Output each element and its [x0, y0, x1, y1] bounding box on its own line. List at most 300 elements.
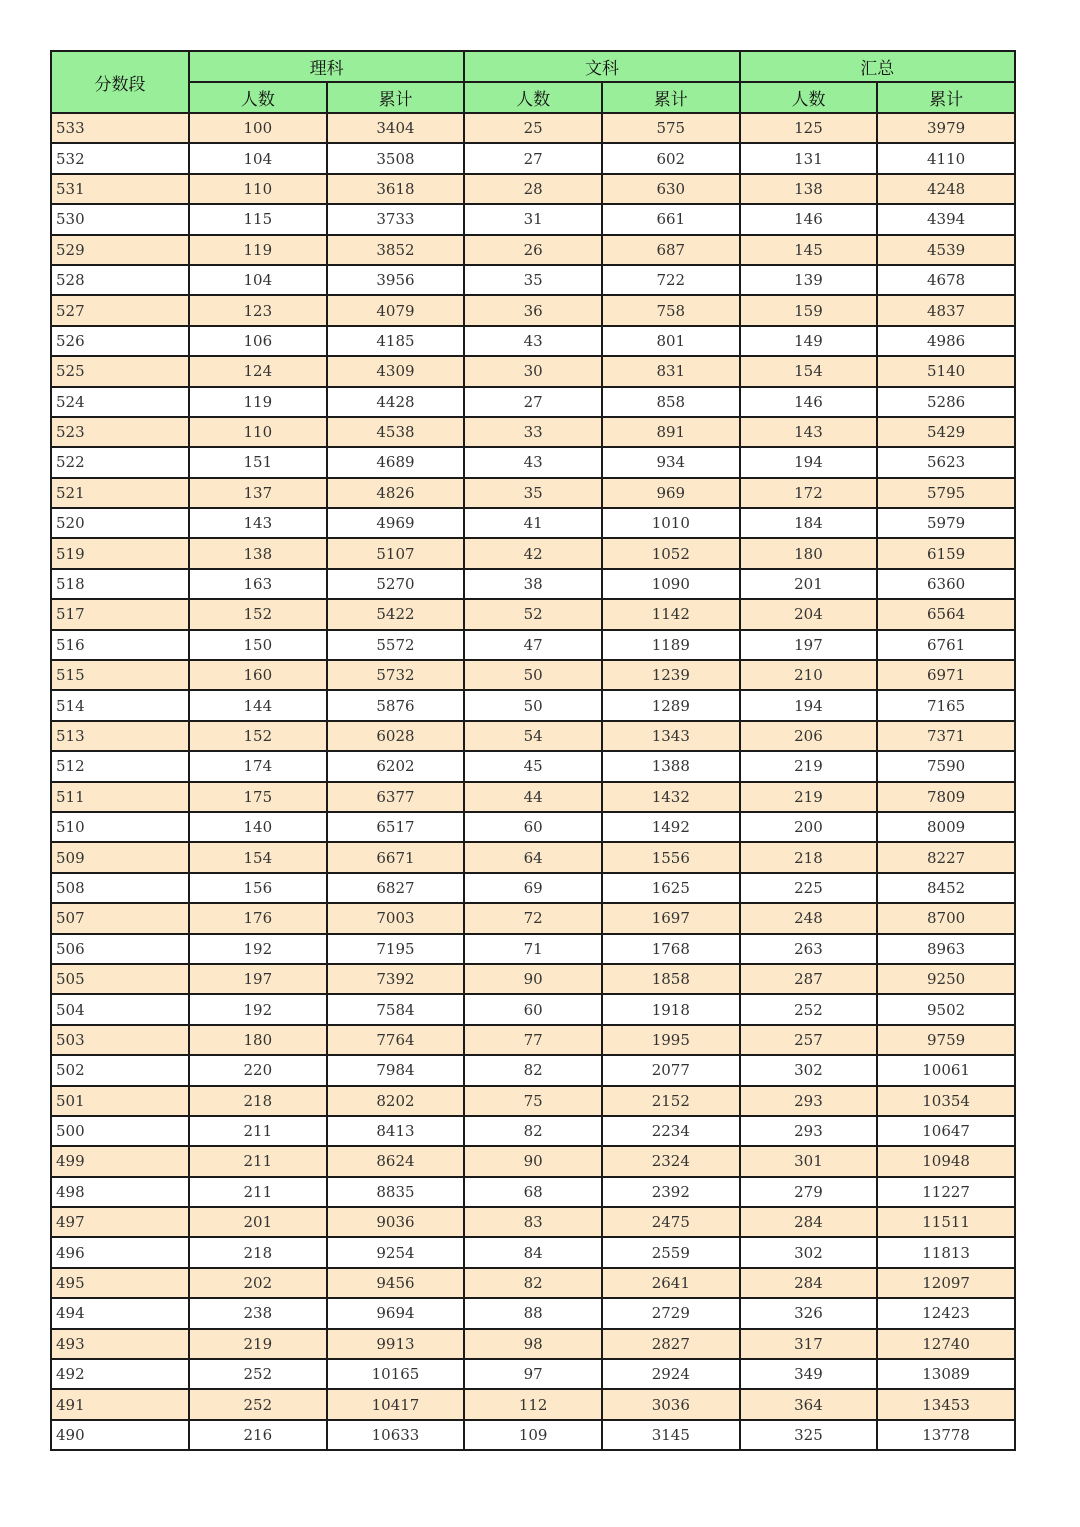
science-cumulative-cell: 5732 — [327, 660, 465, 690]
header-group-arts: 文科 — [464, 51, 739, 82]
science-count-cell: 110 — [189, 174, 327, 204]
score-band-cell: 493 — [51, 1329, 189, 1359]
table-row — [51, 842, 1015, 872]
science-count-cell: 137 — [189, 478, 327, 508]
science-count-cell: 156 — [189, 873, 327, 903]
table-row — [51, 569, 1015, 599]
arts-count-cell: 36 — [464, 295, 602, 325]
arts-cumulative-cell: 1768 — [602, 934, 740, 964]
arts-count-cell: 50 — [464, 660, 602, 690]
total-cumulative-cell: 7371 — [877, 721, 1015, 751]
table-row — [51, 873, 1015, 903]
total-count-cell: 200 — [740, 812, 878, 842]
table-row — [51, 812, 1015, 842]
science-cumulative-cell: 4185 — [327, 326, 465, 356]
science-cumulative-cell: 8835 — [327, 1177, 465, 1207]
total-count-cell: 325 — [740, 1420, 878, 1450]
total-count-cell: 180 — [740, 538, 878, 568]
total-count-cell: 257 — [740, 1025, 878, 1055]
science-cumulative-cell: 8413 — [327, 1116, 465, 1146]
science-count-cell: 152 — [189, 599, 327, 629]
science-cumulative-cell: 5270 — [327, 569, 465, 599]
arts-count-cell: 68 — [464, 1177, 602, 1207]
total-cumulative-cell: 8700 — [877, 903, 1015, 933]
total-cumulative-cell: 10948 — [877, 1146, 1015, 1176]
total-cumulative-cell: 4110 — [877, 143, 1015, 173]
arts-cumulative-cell: 2924 — [602, 1359, 740, 1389]
total-cumulative-cell: 9502 — [877, 994, 1015, 1024]
arts-cumulative-cell: 1995 — [602, 1025, 740, 1055]
total-count-cell: 301 — [740, 1146, 878, 1176]
table-row — [51, 1207, 1015, 1237]
arts-count-cell: 97 — [464, 1359, 602, 1389]
score-band-cell: 490 — [51, 1420, 189, 1450]
arts-count-cell: 41 — [464, 508, 602, 538]
total-cumulative-cell: 9250 — [877, 964, 1015, 994]
science-count-cell: 152 — [189, 721, 327, 751]
score-band-cell: 506 — [51, 934, 189, 964]
total-cumulative-cell: 11813 — [877, 1237, 1015, 1267]
total-count-cell: 279 — [740, 1177, 878, 1207]
science-count-cell: 252 — [189, 1359, 327, 1389]
table-body — [51, 113, 1015, 1450]
total-cumulative-cell: 12423 — [877, 1298, 1015, 1328]
arts-count-cell: 69 — [464, 873, 602, 903]
science-cumulative-cell: 3852 — [327, 235, 465, 265]
table-header — [51, 51, 1015, 113]
science-cumulative-cell: 5876 — [327, 690, 465, 720]
science-cumulative-cell: 9456 — [327, 1268, 465, 1298]
arts-count-cell: 50 — [464, 690, 602, 720]
arts-count-cell: 60 — [464, 812, 602, 842]
arts-cumulative-cell: 2077 — [602, 1055, 740, 1085]
score-band-cell: 530 — [51, 204, 189, 234]
arts-count-cell: 43 — [464, 447, 602, 477]
arts-cumulative-cell: 1010 — [602, 508, 740, 538]
table-row — [51, 508, 1015, 538]
arts-count-cell: 64 — [464, 842, 602, 872]
table-row — [51, 964, 1015, 994]
arts-cumulative-cell: 630 — [602, 174, 740, 204]
arts-cumulative-cell: 687 — [602, 235, 740, 265]
score-band-cell: 509 — [51, 842, 189, 872]
science-count-cell: 124 — [189, 356, 327, 386]
science-count-cell: 143 — [189, 508, 327, 538]
science-count-cell: 175 — [189, 782, 327, 812]
arts-cumulative-cell: 2392 — [602, 1177, 740, 1207]
total-count-cell: 184 — [740, 508, 878, 538]
score-band-cell: 494 — [51, 1298, 189, 1328]
score-band-cell: 502 — [51, 1055, 189, 1085]
arts-cumulative-cell: 722 — [602, 265, 740, 295]
total-count-cell: 197 — [740, 630, 878, 660]
total-count-cell: 219 — [740, 782, 878, 812]
total-cumulative-cell: 5429 — [877, 417, 1015, 447]
total-count-cell: 248 — [740, 903, 878, 933]
total-count-cell: 125 — [740, 113, 878, 143]
arts-cumulative-cell: 831 — [602, 356, 740, 386]
total-cumulative-cell: 8452 — [877, 873, 1015, 903]
arts-count-cell: 38 — [464, 569, 602, 599]
arts-count-cell: 35 — [464, 265, 602, 295]
arts-cumulative-cell: 1556 — [602, 842, 740, 872]
science-count-cell: 115 — [189, 204, 327, 234]
science-cumulative-cell: 9694 — [327, 1298, 465, 1328]
arts-cumulative-cell: 1388 — [602, 751, 740, 781]
science-cumulative-cell: 7392 — [327, 964, 465, 994]
score-band-cell: 511 — [51, 782, 189, 812]
total-count-cell: 218 — [740, 842, 878, 872]
arts-count-cell: 33 — [464, 417, 602, 447]
science-count-cell: 218 — [189, 1237, 327, 1267]
arts-cumulative-cell: 1189 — [602, 630, 740, 660]
header-group-science: 理科 — [189, 51, 464, 82]
score-band-cell: 508 — [51, 873, 189, 903]
table-row — [51, 1025, 1015, 1055]
total-count-cell: 145 — [740, 235, 878, 265]
science-count-cell: 140 — [189, 812, 327, 842]
arts-count-cell: 44 — [464, 782, 602, 812]
table-row — [51, 690, 1015, 720]
total-cumulative-cell: 8009 — [877, 812, 1015, 842]
arts-count-cell: 98 — [464, 1329, 602, 1359]
table-row — [51, 143, 1015, 173]
total-cumulative-cell: 13778 — [877, 1420, 1015, 1450]
total-cumulative-cell: 4678 — [877, 265, 1015, 295]
arts-cumulative-cell: 2234 — [602, 1116, 740, 1146]
science-cumulative-cell: 7195 — [327, 934, 465, 964]
science-cumulative-cell: 4538 — [327, 417, 465, 447]
arts-cumulative-cell: 2152 — [602, 1086, 740, 1116]
arts-cumulative-cell: 3145 — [602, 1420, 740, 1450]
score-band-cell: 515 — [51, 660, 189, 690]
score-band-cell: 527 — [51, 295, 189, 325]
arts-cumulative-cell: 1858 — [602, 964, 740, 994]
header-total-count: 人数 — [740, 82, 878, 113]
science-count-cell: 154 — [189, 842, 327, 872]
arts-count-cell: 112 — [464, 1389, 602, 1419]
score-band-cell: 507 — [51, 903, 189, 933]
science-count-cell: 150 — [189, 630, 327, 660]
score-band-cell: 495 — [51, 1268, 189, 1298]
total-count-cell: 172 — [740, 478, 878, 508]
score-band-cell: 519 — [51, 538, 189, 568]
total-cumulative-cell: 7809 — [877, 782, 1015, 812]
total-cumulative-cell: 10354 — [877, 1086, 1015, 1116]
header-row-groups — [51, 51, 1015, 82]
total-cumulative-cell: 6360 — [877, 569, 1015, 599]
science-cumulative-cell: 4428 — [327, 387, 465, 417]
arts-count-cell: 27 — [464, 143, 602, 173]
science-count-cell: 104 — [189, 143, 327, 173]
arts-cumulative-cell: 2559 — [602, 1237, 740, 1267]
header-row-sub — [51, 82, 1015, 113]
table-row — [51, 903, 1015, 933]
science-count-cell: 211 — [189, 1146, 327, 1176]
arts-cumulative-cell: 3036 — [602, 1389, 740, 1419]
table-row — [51, 660, 1015, 690]
arts-cumulative-cell: 969 — [602, 478, 740, 508]
science-cumulative-cell: 4826 — [327, 478, 465, 508]
arts-count-cell: 26 — [464, 235, 602, 265]
score-distribution-table — [50, 50, 1016, 1451]
science-cumulative-cell: 3404 — [327, 113, 465, 143]
table-row — [51, 994, 1015, 1024]
science-cumulative-cell: 8202 — [327, 1086, 465, 1116]
arts-cumulative-cell: 1239 — [602, 660, 740, 690]
score-band-cell: 520 — [51, 508, 189, 538]
science-count-cell: 201 — [189, 1207, 327, 1237]
science-count-cell: 106 — [189, 326, 327, 356]
science-cumulative-cell: 10417 — [327, 1389, 465, 1419]
science-cumulative-cell: 10165 — [327, 1359, 465, 1389]
score-band-cell: 523 — [51, 417, 189, 447]
science-cumulative-cell: 5422 — [327, 599, 465, 629]
header-science-cumulative: 累计 — [327, 82, 465, 113]
arts-count-cell: 90 — [464, 1146, 602, 1176]
total-cumulative-cell: 4837 — [877, 295, 1015, 325]
score-band-cell: 498 — [51, 1177, 189, 1207]
science-cumulative-cell: 9913 — [327, 1329, 465, 1359]
score-band-cell: 524 — [51, 387, 189, 417]
score-band-cell: 522 — [51, 447, 189, 477]
arts-count-cell: 28 — [464, 174, 602, 204]
science-count-cell: 176 — [189, 903, 327, 933]
science-count-cell: 123 — [189, 295, 327, 325]
science-count-cell: 220 — [189, 1055, 327, 1085]
total-count-cell: 206 — [740, 721, 878, 751]
science-cumulative-cell: 7003 — [327, 903, 465, 933]
total-count-cell: 302 — [740, 1237, 878, 1267]
science-count-cell: 197 — [189, 964, 327, 994]
score-band-cell: 497 — [51, 1207, 189, 1237]
science-cumulative-cell: 4969 — [327, 508, 465, 538]
total-cumulative-cell: 6761 — [877, 630, 1015, 660]
total-cumulative-cell: 12097 — [877, 1268, 1015, 1298]
score-band-cell: 531 — [51, 174, 189, 204]
table-row — [51, 934, 1015, 964]
arts-cumulative-cell: 2324 — [602, 1146, 740, 1176]
table-row — [51, 235, 1015, 265]
arts-cumulative-cell: 858 — [602, 387, 740, 417]
score-band-cell: 517 — [51, 599, 189, 629]
total-count-cell: 219 — [740, 751, 878, 781]
arts-cumulative-cell: 1918 — [602, 994, 740, 1024]
science-count-cell: 100 — [189, 113, 327, 143]
table-row — [51, 1268, 1015, 1298]
header-science-count: 人数 — [189, 82, 327, 113]
science-cumulative-cell: 4309 — [327, 356, 465, 386]
total-count-cell: 146 — [740, 204, 878, 234]
total-cumulative-cell: 8963 — [877, 934, 1015, 964]
science-cumulative-cell: 4689 — [327, 447, 465, 477]
score-band-cell: 510 — [51, 812, 189, 842]
table-row — [51, 417, 1015, 447]
total-count-cell: 204 — [740, 599, 878, 629]
science-count-cell: 192 — [189, 934, 327, 964]
science-count-cell: 211 — [189, 1177, 327, 1207]
score-band-cell: 492 — [51, 1359, 189, 1389]
science-cumulative-cell: 8624 — [327, 1146, 465, 1176]
arts-count-cell: 109 — [464, 1420, 602, 1450]
table-row — [51, 1237, 1015, 1267]
table-row — [51, 751, 1015, 781]
science-cumulative-cell: 6827 — [327, 873, 465, 903]
total-cumulative-cell: 13453 — [877, 1389, 1015, 1419]
arts-count-cell: 25 — [464, 113, 602, 143]
arts-count-cell: 45 — [464, 751, 602, 781]
arts-count-cell: 77 — [464, 1025, 602, 1055]
table-row — [51, 1359, 1015, 1389]
total-cumulative-cell: 9759 — [877, 1025, 1015, 1055]
table-row — [51, 1420, 1015, 1450]
table-row — [51, 1116, 1015, 1146]
arts-cumulative-cell: 2475 — [602, 1207, 740, 1237]
score-band-cell: 518 — [51, 569, 189, 599]
science-count-cell: 119 — [189, 387, 327, 417]
arts-cumulative-cell: 2827 — [602, 1329, 740, 1359]
science-cumulative-cell: 7984 — [327, 1055, 465, 1085]
total-count-cell: 159 — [740, 295, 878, 325]
science-count-cell: 151 — [189, 447, 327, 477]
score-band-cell: 499 — [51, 1146, 189, 1176]
total-count-cell: 302 — [740, 1055, 878, 1085]
science-cumulative-cell: 5572 — [327, 630, 465, 660]
header-total-cumulative: 累计 — [877, 82, 1015, 113]
score-band-cell: 496 — [51, 1237, 189, 1267]
total-count-cell: 326 — [740, 1298, 878, 1328]
table-row — [51, 1329, 1015, 1359]
science-cumulative-cell: 3618 — [327, 174, 465, 204]
total-count-cell: 364 — [740, 1389, 878, 1419]
score-band-cell: 525 — [51, 356, 189, 386]
total-count-cell: 138 — [740, 174, 878, 204]
total-count-cell: 139 — [740, 265, 878, 295]
total-cumulative-cell: 4248 — [877, 174, 1015, 204]
arts-cumulative-cell: 891 — [602, 417, 740, 447]
total-count-cell: 284 — [740, 1207, 878, 1237]
total-count-cell: 131 — [740, 143, 878, 173]
science-cumulative-cell: 6377 — [327, 782, 465, 812]
table-row — [51, 1389, 1015, 1419]
arts-count-cell: 88 — [464, 1298, 602, 1328]
total-cumulative-cell: 5623 — [877, 447, 1015, 477]
total-cumulative-cell: 10061 — [877, 1055, 1015, 1085]
total-cumulative-cell: 13089 — [877, 1359, 1015, 1389]
total-count-cell: 143 — [740, 417, 878, 447]
arts-cumulative-cell: 1142 — [602, 599, 740, 629]
table-row — [51, 782, 1015, 812]
arts-cumulative-cell: 2641 — [602, 1268, 740, 1298]
science-count-cell: 192 — [189, 994, 327, 1024]
arts-cumulative-cell: 758 — [602, 295, 740, 325]
total-count-cell: 154 — [740, 356, 878, 386]
total-count-cell: 194 — [740, 690, 878, 720]
score-band-cell: 529 — [51, 235, 189, 265]
table-row — [51, 599, 1015, 629]
science-count-cell: 218 — [189, 1086, 327, 1116]
arts-cumulative-cell: 934 — [602, 447, 740, 477]
arts-count-cell: 71 — [464, 934, 602, 964]
table-row — [51, 447, 1015, 477]
total-count-cell: 252 — [740, 994, 878, 1024]
science-count-cell: 163 — [189, 569, 327, 599]
score-band-cell: 505 — [51, 964, 189, 994]
science-count-cell: 138 — [189, 538, 327, 568]
total-cumulative-cell: 4539 — [877, 235, 1015, 265]
science-count-cell: 202 — [189, 1268, 327, 1298]
table-row — [51, 1055, 1015, 1085]
score-band-cell: 521 — [51, 478, 189, 508]
science-count-cell: 180 — [189, 1025, 327, 1055]
table-row — [51, 630, 1015, 660]
header-arts-cumulative: 累计 — [602, 82, 740, 113]
table-row — [51, 1146, 1015, 1176]
total-count-cell: 225 — [740, 873, 878, 903]
science-count-cell: 252 — [189, 1389, 327, 1419]
science-count-cell: 238 — [189, 1298, 327, 1328]
table-row — [51, 1086, 1015, 1116]
arts-count-cell: 60 — [464, 994, 602, 1024]
arts-count-cell: 47 — [464, 630, 602, 660]
total-cumulative-cell: 6159 — [877, 538, 1015, 568]
score-band-cell: 512 — [51, 751, 189, 781]
header-group-total: 汇总 — [740, 51, 1015, 82]
arts-cumulative-cell: 1492 — [602, 812, 740, 842]
table-row — [51, 1298, 1015, 1328]
total-cumulative-cell: 6564 — [877, 599, 1015, 629]
arts-cumulative-cell: 1625 — [602, 873, 740, 903]
science-cumulative-cell: 7764 — [327, 1025, 465, 1055]
table-row — [51, 721, 1015, 751]
score-band-cell: 491 — [51, 1389, 189, 1419]
total-cumulative-cell: 8227 — [877, 842, 1015, 872]
science-count-cell: 110 — [189, 417, 327, 447]
score-band-cell: 516 — [51, 630, 189, 660]
score-band-cell: 504 — [51, 994, 189, 1024]
total-cumulative-cell: 5795 — [877, 478, 1015, 508]
arts-cumulative-cell: 1697 — [602, 903, 740, 933]
arts-cumulative-cell: 661 — [602, 204, 740, 234]
arts-count-cell: 82 — [464, 1055, 602, 1085]
science-cumulative-cell: 7584 — [327, 994, 465, 1024]
arts-cumulative-cell: 1090 — [602, 569, 740, 599]
table-row — [51, 265, 1015, 295]
science-cumulative-cell: 6202 — [327, 751, 465, 781]
score-band-cell: 526 — [51, 326, 189, 356]
arts-count-cell: 31 — [464, 204, 602, 234]
score-band-cell: 528 — [51, 265, 189, 295]
total-cumulative-cell: 10647 — [877, 1116, 1015, 1146]
table-row — [51, 204, 1015, 234]
arts-count-cell: 72 — [464, 903, 602, 933]
arts-cumulative-cell: 1343 — [602, 721, 740, 751]
science-cumulative-cell: 3508 — [327, 143, 465, 173]
arts-count-cell: 54 — [464, 721, 602, 751]
science-count-cell: 216 — [189, 1420, 327, 1450]
table-row — [51, 113, 1015, 143]
arts-count-cell: 84 — [464, 1237, 602, 1267]
total-count-cell: 194 — [740, 447, 878, 477]
total-count-cell: 284 — [740, 1268, 878, 1298]
science-cumulative-cell: 3956 — [327, 265, 465, 295]
total-cumulative-cell: 12740 — [877, 1329, 1015, 1359]
total-cumulative-cell: 5979 — [877, 508, 1015, 538]
total-cumulative-cell: 3979 — [877, 113, 1015, 143]
total-cumulative-cell: 5286 — [877, 387, 1015, 417]
total-count-cell: 146 — [740, 387, 878, 417]
table-row — [51, 538, 1015, 568]
